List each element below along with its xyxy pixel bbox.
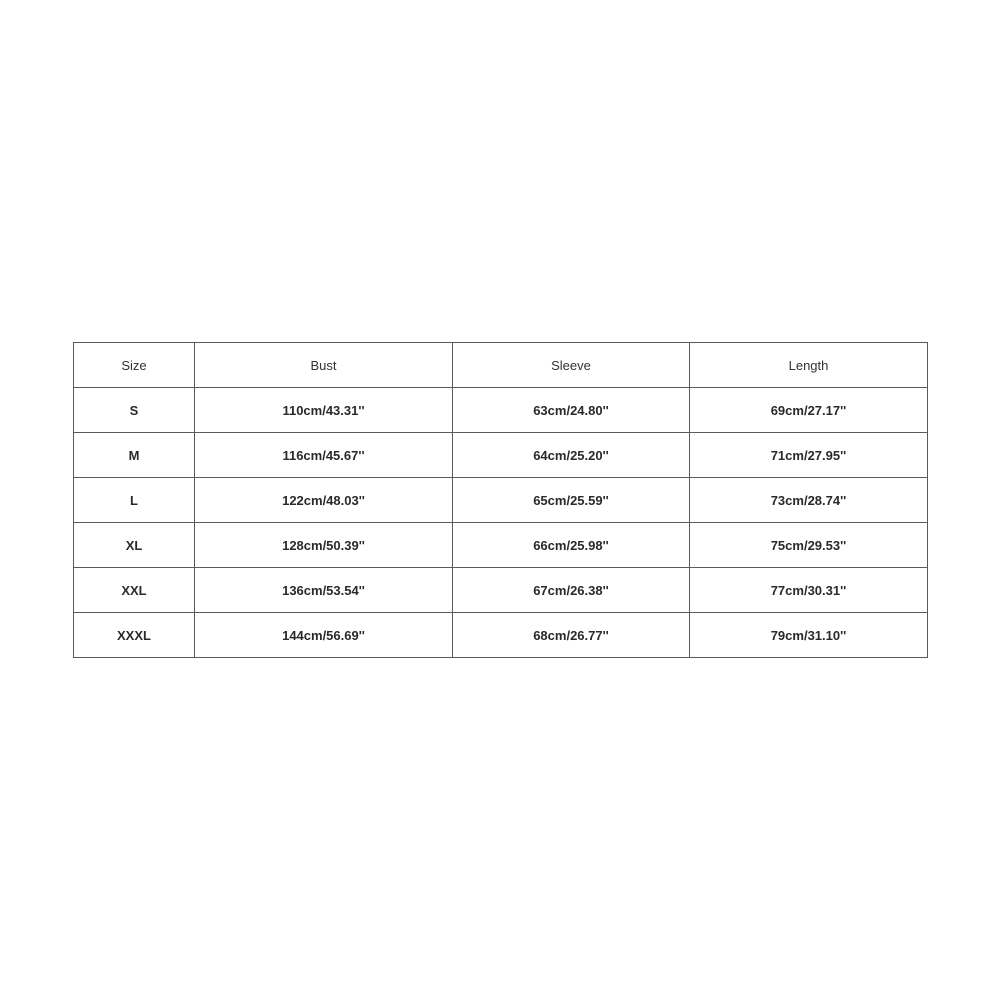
cell-bust: 110cm/43.31'' (195, 388, 453, 433)
cell-bust: 144cm/56.69'' (195, 613, 453, 658)
cell-size: XXL (74, 568, 195, 613)
header-bust: Bust (195, 343, 453, 388)
cell-size: S (74, 388, 195, 433)
cell-sleeve: 63cm/24.80'' (453, 388, 690, 433)
cell-bust: 116cm/45.67'' (195, 433, 453, 478)
cell-sleeve: 64cm/25.20'' (453, 433, 690, 478)
header-length: Length (690, 343, 928, 388)
table-row (74, 613, 928, 658)
cell-length: 71cm/27.95'' (690, 433, 928, 478)
size-chart-table (73, 342, 928, 658)
cell-length: 73cm/28.74'' (690, 478, 928, 523)
cell-length: 79cm/31.10'' (690, 613, 928, 658)
cell-bust: 122cm/48.03'' (195, 478, 453, 523)
table-header-row (74, 343, 928, 388)
header-size: Size (74, 343, 195, 388)
table-row (74, 433, 928, 478)
cell-sleeve: 65cm/25.59'' (453, 478, 690, 523)
table-row (74, 568, 928, 613)
cell-sleeve: 67cm/26.38'' (453, 568, 690, 613)
cell-size: XXXL (74, 613, 195, 658)
cell-length: 77cm/30.31'' (690, 568, 928, 613)
table-row (74, 523, 928, 568)
table-row (74, 478, 928, 523)
cell-size: L (74, 478, 195, 523)
cell-length: 75cm/29.53'' (690, 523, 928, 568)
table-row (74, 388, 928, 433)
cell-size: XL (74, 523, 195, 568)
cell-sleeve: 66cm/25.98'' (453, 523, 690, 568)
cell-length: 69cm/27.17'' (690, 388, 928, 433)
cell-sleeve: 68cm/26.77'' (453, 613, 690, 658)
cell-bust: 128cm/50.39'' (195, 523, 453, 568)
header-sleeve: Sleeve (453, 343, 690, 388)
cell-bust: 136cm/53.54'' (195, 568, 453, 613)
cell-size: M (74, 433, 195, 478)
